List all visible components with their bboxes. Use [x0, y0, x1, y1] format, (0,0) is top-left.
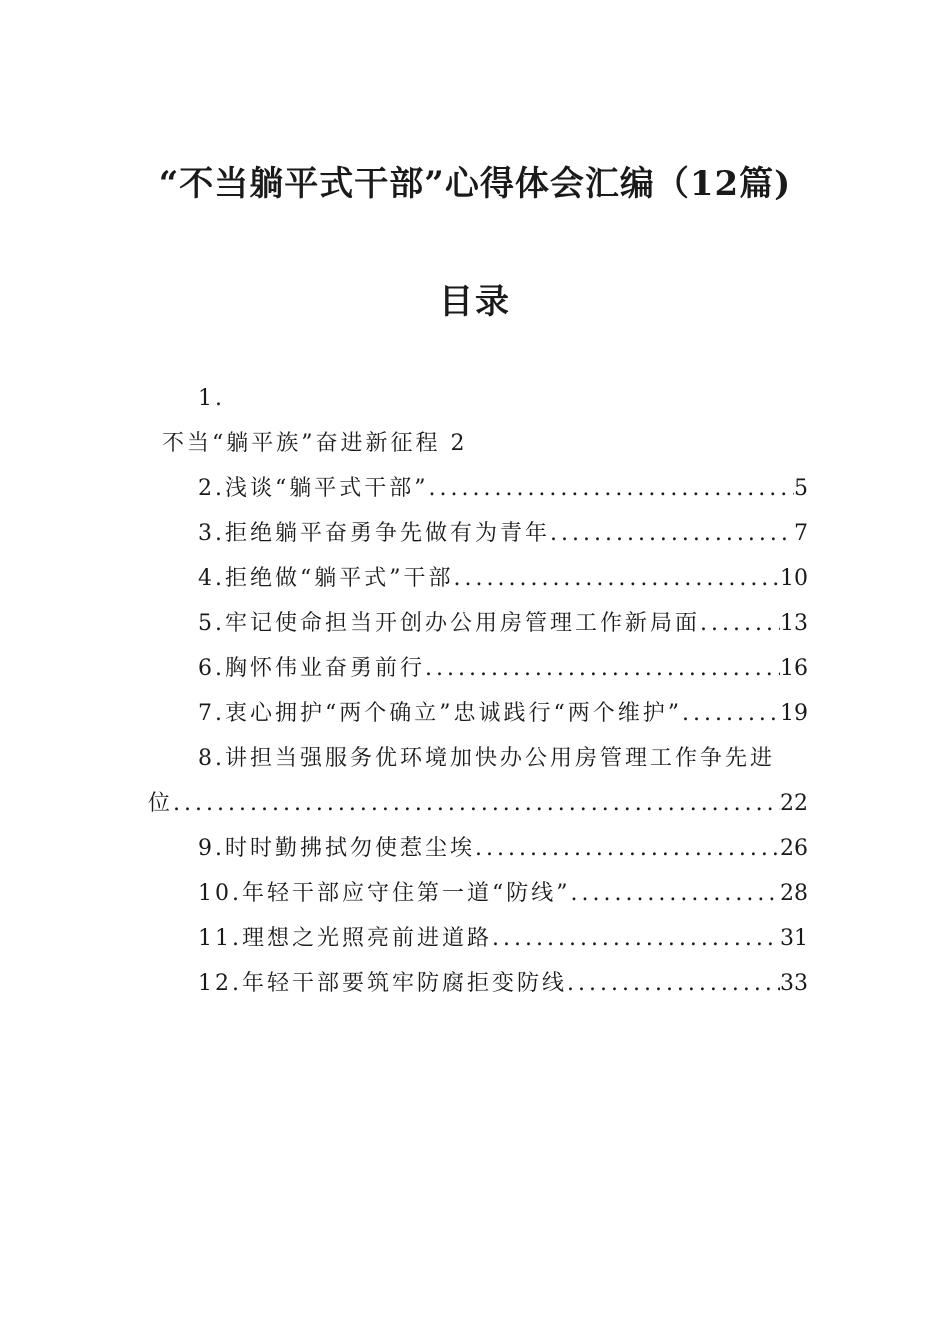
toc-heading: 目录 — [439, 282, 511, 322]
toc-page-number: 16 — [780, 656, 808, 681]
toc-entry-label: 2.浅谈“躺平式干部” — [198, 476, 429, 501]
dot-leader — [425, 646, 780, 691]
dot-leader — [570, 871, 780, 916]
toc-entry-label: 位 — [148, 791, 174, 816]
toc-entry-12[interactable] — [148, 961, 808, 1006]
dot-leader — [475, 826, 780, 871]
toc-entry-11[interactable] — [148, 916, 808, 961]
toc-entry-1-text[interactable]: 不当“躺平族”奋进新征程 2 — [162, 431, 468, 456]
toc-entry-4[interactable] — [148, 556, 808, 601]
toc-entry-label: 3.拒绝躺平奋勇争先做有为青年 — [198, 521, 550, 546]
toc-entry-label: 10.年轻干部应守住第一道“防线” — [198, 881, 571, 906]
toc-page-number: 28 — [780, 881, 808, 906]
toc-entry-label: 5.牢记使命担当开创办公用房管理工作新局面 — [198, 611, 700, 636]
toc-entry-7[interactable] — [148, 691, 808, 736]
toc-entry-1-number: 1. — [198, 386, 225, 411]
toc-entry-8-line2[interactable] — [148, 781, 808, 826]
toc-page-number: 22 — [780, 791, 808, 816]
toc-entry-5[interactable] — [148, 601, 808, 646]
toc-entry-8-line1[interactable]: 8.讲担当强服务优环境加快办公用房管理工作争先进 — [198, 746, 775, 771]
dot-leader — [429, 466, 795, 511]
toc-entry-label: 6.胸怀伟业奋勇前行 — [198, 656, 425, 681]
toc-entry-label: 9.时时勤拂拭勿使惹尘埃 — [198, 836, 475, 861]
toc-entry-label: 7.衷心拥护“两个确立”忠诚践行“两个维护” — [198, 701, 682, 726]
dot-leader — [567, 961, 780, 1006]
toc-page-number: 33 — [780, 971, 808, 996]
toc-entry-2[interactable] — [148, 466, 808, 511]
toc-page-number: 31 — [780, 926, 808, 951]
toc-entry-label: 11.理想之光照亮前进道路 — [198, 926, 492, 951]
dot-leader — [700, 601, 780, 646]
table-of-contents — [148, 376, 808, 1006]
toc-page-number: 7 — [794, 521, 808, 546]
toc-page-number: 19 — [780, 701, 808, 726]
toc-entry-3[interactable] — [148, 511, 808, 556]
dot-leader — [550, 511, 794, 556]
document-title: “不当躺平式干部”心得体会汇编（12篇) — [158, 164, 792, 204]
dot-leader — [454, 556, 781, 601]
toc-page-number: 5 — [794, 476, 808, 501]
dot-leader — [682, 691, 780, 736]
toc-entry-label: 4.拒绝做“躺平式”干部 — [198, 566, 454, 591]
toc-page-number: 10 — [780, 566, 808, 591]
toc-page-number: 13 — [780, 611, 808, 636]
dot-leader — [173, 781, 780, 826]
dot-leader — [492, 916, 780, 961]
toc-entry-10[interactable] — [148, 871, 808, 916]
toc-entry-9[interactable] — [148, 826, 808, 871]
toc-entry-label: 12.年轻干部要筑牢防腐拒变防线 — [198, 971, 567, 996]
toc-page-number: 26 — [780, 836, 808, 861]
toc-entry-6[interactable] — [148, 646, 808, 691]
